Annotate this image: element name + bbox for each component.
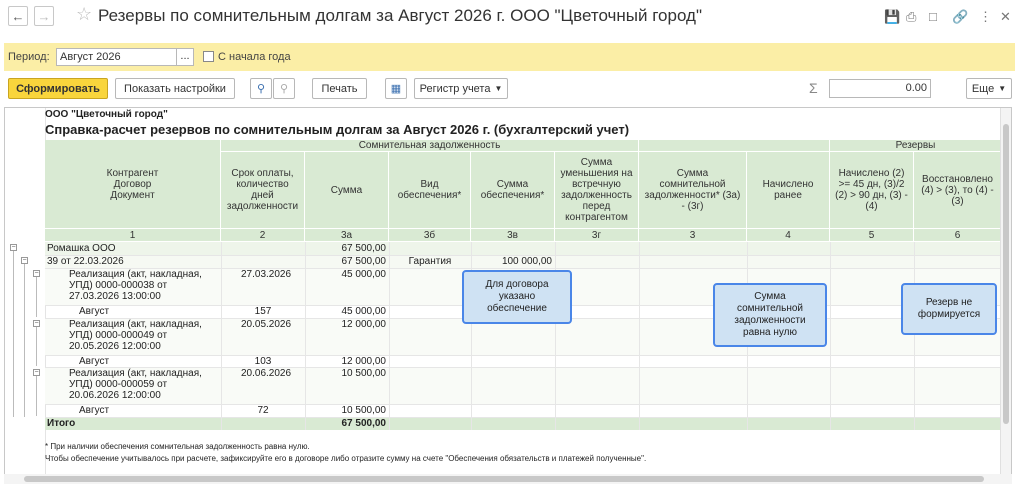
save-icon[interactable]: 💾 — [884, 9, 901, 24]
more-label: Еще — [971, 82, 995, 95]
grid-vline — [639, 242, 640, 430]
tree-line — [13, 251, 14, 417]
print-icon[interactable]: ⎙ — [906, 9, 917, 24]
header-group-reserves: Резервы — [830, 140, 1002, 152]
grid-vline — [914, 242, 915, 430]
find-button[interactable] — [250, 78, 272, 99]
row-month2-name: Август — [79, 356, 110, 367]
print-button[interactable]: Печать — [312, 78, 367, 99]
row-doc2-name: Реализация (акт, накладная, УПД) 0000-000049 от 20.05.2026 12:00:00 — [69, 319, 202, 352]
from-start-checkbox[interactable] — [203, 51, 214, 62]
row-month1-name: Август — [79, 306, 110, 317]
header-col-3b: Вид обеспечения* — [389, 152, 471, 229]
favorite-star-icon[interactable]: ☆ — [76, 4, 93, 24]
row-contract-sum: 67 500,00 — [341, 256, 386, 267]
row-contract-kind: Гарантия — [408, 256, 452, 267]
colnum-5: 5 — [830, 229, 914, 242]
row-month3-name: Август — [79, 405, 110, 416]
show-settings-button[interactable]: Показать настройки — [115, 78, 235, 99]
row-counterparty-name: Ромашка ООО — [47, 243, 116, 254]
back-button[interactable] — [8, 6, 28, 26]
row-doc2-date: 20.05.2026 — [241, 319, 292, 330]
filter-panel — [4, 43, 1015, 71]
grid-hline — [45, 417, 1002, 418]
preview-icon[interactable]: □ — [929, 9, 937, 24]
header-group-doubtful: Сомнительная задолженность — [221, 140, 639, 152]
arrow-right-icon: → — [37, 8, 51, 24]
row-doc2-sum: 12 000,00 — [341, 319, 386, 330]
colnum-3g: 3г — [555, 229, 639, 242]
collapse-icon[interactable]: − — [34, 270, 39, 277]
row-contract-name: 39 от 22.03.2026 — [47, 256, 124, 267]
row-month2-days: 103 — [254, 356, 272, 367]
vertical-scroll-thumb[interactable] — [1003, 124, 1009, 424]
colnum-2: 2 — [221, 229, 305, 242]
tree-line — [36, 376, 37, 416]
collapse-icon[interactable]: − — [34, 320, 39, 327]
collapse-icon[interactable]: − — [34, 369, 39, 376]
search-next-icon: ⚲ — [279, 83, 289, 95]
colnum-3: 3 — [639, 229, 747, 242]
colnum-1: 1 — [45, 229, 221, 242]
total-label: Итого — [47, 418, 76, 429]
tree-line — [36, 277, 37, 317]
generate-button[interactable]: Сформировать — [8, 78, 108, 99]
header-col-6: Восстановлено (4) > (3), то (4) - (3) — [914, 152, 1002, 229]
row-counterparty-sum: 67 500,00 — [341, 243, 386, 254]
more-vert-icon[interactable]: ⋮ — [979, 9, 992, 24]
row-month3-sum: 10 500,00 — [341, 405, 386, 416]
row-month2-sum: 12 000,00 — [341, 356, 386, 367]
colnum-3b: 3б — [389, 229, 471, 242]
callout-no-reserve: Резерв не формируется — [901, 283, 997, 335]
forward-button[interactable] — [34, 6, 54, 26]
row-doc1-date: 27.03.2026 — [241, 269, 292, 280]
period-select-button[interactable]: ... — [176, 48, 194, 66]
report-heading: Справка-расчет резервов по сомнительным долгам за Август 2026 г. (бухгалтерский учет) — [45, 122, 630, 137]
horizontal-scrollbar[interactable] — [4, 474, 1012, 484]
callout-secured: Для договора указано обеспечение — [462, 270, 572, 324]
colnum-6: 6 — [914, 229, 1002, 242]
save-button[interactable] — [385, 78, 407, 99]
footnote-1: * При наличии обеспечения сомнительная задолженность равна нулю. — [45, 442, 310, 451]
grid-vline — [830, 242, 831, 430]
colnum-4: 4 — [747, 229, 830, 242]
period-label: Период: — [8, 51, 50, 63]
grid-vline — [221, 242, 222, 430]
header-col-3-top — [639, 140, 830, 152]
horizontal-scroll-thumb[interactable] — [24, 476, 984, 482]
row-month1-sum: 45 000,00 — [341, 306, 386, 317]
header-col-3v: Сумма обеспечения* — [471, 152, 555, 229]
row-doc3-date: 20.06.2026 — [241, 368, 292, 379]
colnum-3a: 3а — [305, 229, 389, 242]
row-doc1-name: Реализация (акт, накладная, УПД) 0000-000038 от 27.03.2026 13:00:00 — [69, 269, 202, 302]
sum-icon: Σ — [809, 80, 818, 96]
colnum-3v: 3в — [471, 229, 555, 242]
row-contract-secsum: 100 000,00 — [501, 256, 552, 267]
row-doc3-sum: 10 500,00 — [341, 368, 386, 379]
header-col-3: Сумма сомнительной задолженности* (3а) - (3г) — [639, 152, 747, 229]
tree-line — [24, 264, 25, 417]
chevron-down-icon: ▼ — [494, 84, 503, 93]
arrow-left-icon: ← — [11, 8, 25, 24]
header-col-1: Контрагент Договор Документ — [45, 140, 221, 229]
collapse-icon[interactable]: − — [11, 244, 16, 251]
register-button[interactable] — [414, 78, 508, 99]
find-next-button[interactable] — [273, 78, 295, 99]
more-button[interactable] — [966, 78, 1012, 99]
tree-line — [36, 327, 37, 366]
collapse-icon[interactable]: − — [22, 257, 27, 264]
row-doc1-sum: 45 000,00 — [341, 269, 386, 280]
total-sum: 67 500,00 — [341, 418, 386, 429]
window-title: Резервы по сомнительным долгам за Август 2026 г. ООО "Цветочный город" — [98, 6, 702, 25]
row-month3-days: 72 — [257, 405, 269, 416]
header-col-2: Срок оплаты, количество дней задолженности — [221, 152, 305, 229]
search-icon: ⚲ — [256, 83, 266, 95]
row-bg-total — [45, 417, 1002, 430]
header-col-4: Начислено ранее — [747, 152, 830, 229]
link-icon[interactable]: 🔗 — [952, 9, 969, 24]
register-label: Регистр учета — [419, 82, 491, 95]
sum-field[interactable]: 0.00 — [829, 79, 931, 98]
period-input[interactable]: Август 2026 — [56, 48, 177, 66]
row-doc3-name: Реализация (акт, накладная, УПД) 0000-000059 от 20.06.2026 12:00:00 — [69, 368, 202, 401]
grouping-gutter — [5, 108, 46, 474]
chevron-down-icon: ▼ — [998, 84, 1007, 93]
report-spreadsheet[interactable] — [4, 107, 1012, 475]
grid-vline — [389, 242, 390, 430]
vertical-scrollbar[interactable] — [1000, 108, 1011, 474]
header-col-3g: Сумма уменьшения на встречную задолженность перед контрагентом — [555, 152, 639, 229]
report-org: ООО "Цветочный город" — [45, 109, 168, 120]
callout-zero: Сумма сомнительной задолженности равна нулю — [713, 283, 827, 347]
footnote-2: Чтобы обеспечение учитывалось при расчете, зафиксируйте его в договоре либо отразите сумму на счете "Обеспечения обязательств и платежей полученные". — [45, 454, 647, 463]
close-icon[interactable]: ✕ — [1000, 9, 1011, 24]
header-col-5: Начислено (2) >= 45 дн, (3)/2 (2) > 90 дн, (3) - (4) — [830, 152, 914, 229]
row-month1-days: 157 — [254, 306, 272, 317]
floppy-icon: ▦ — [390, 83, 402, 95]
header-col-3a: Сумма — [305, 152, 389, 229]
from-start-label: С начала года — [218, 51, 291, 63]
